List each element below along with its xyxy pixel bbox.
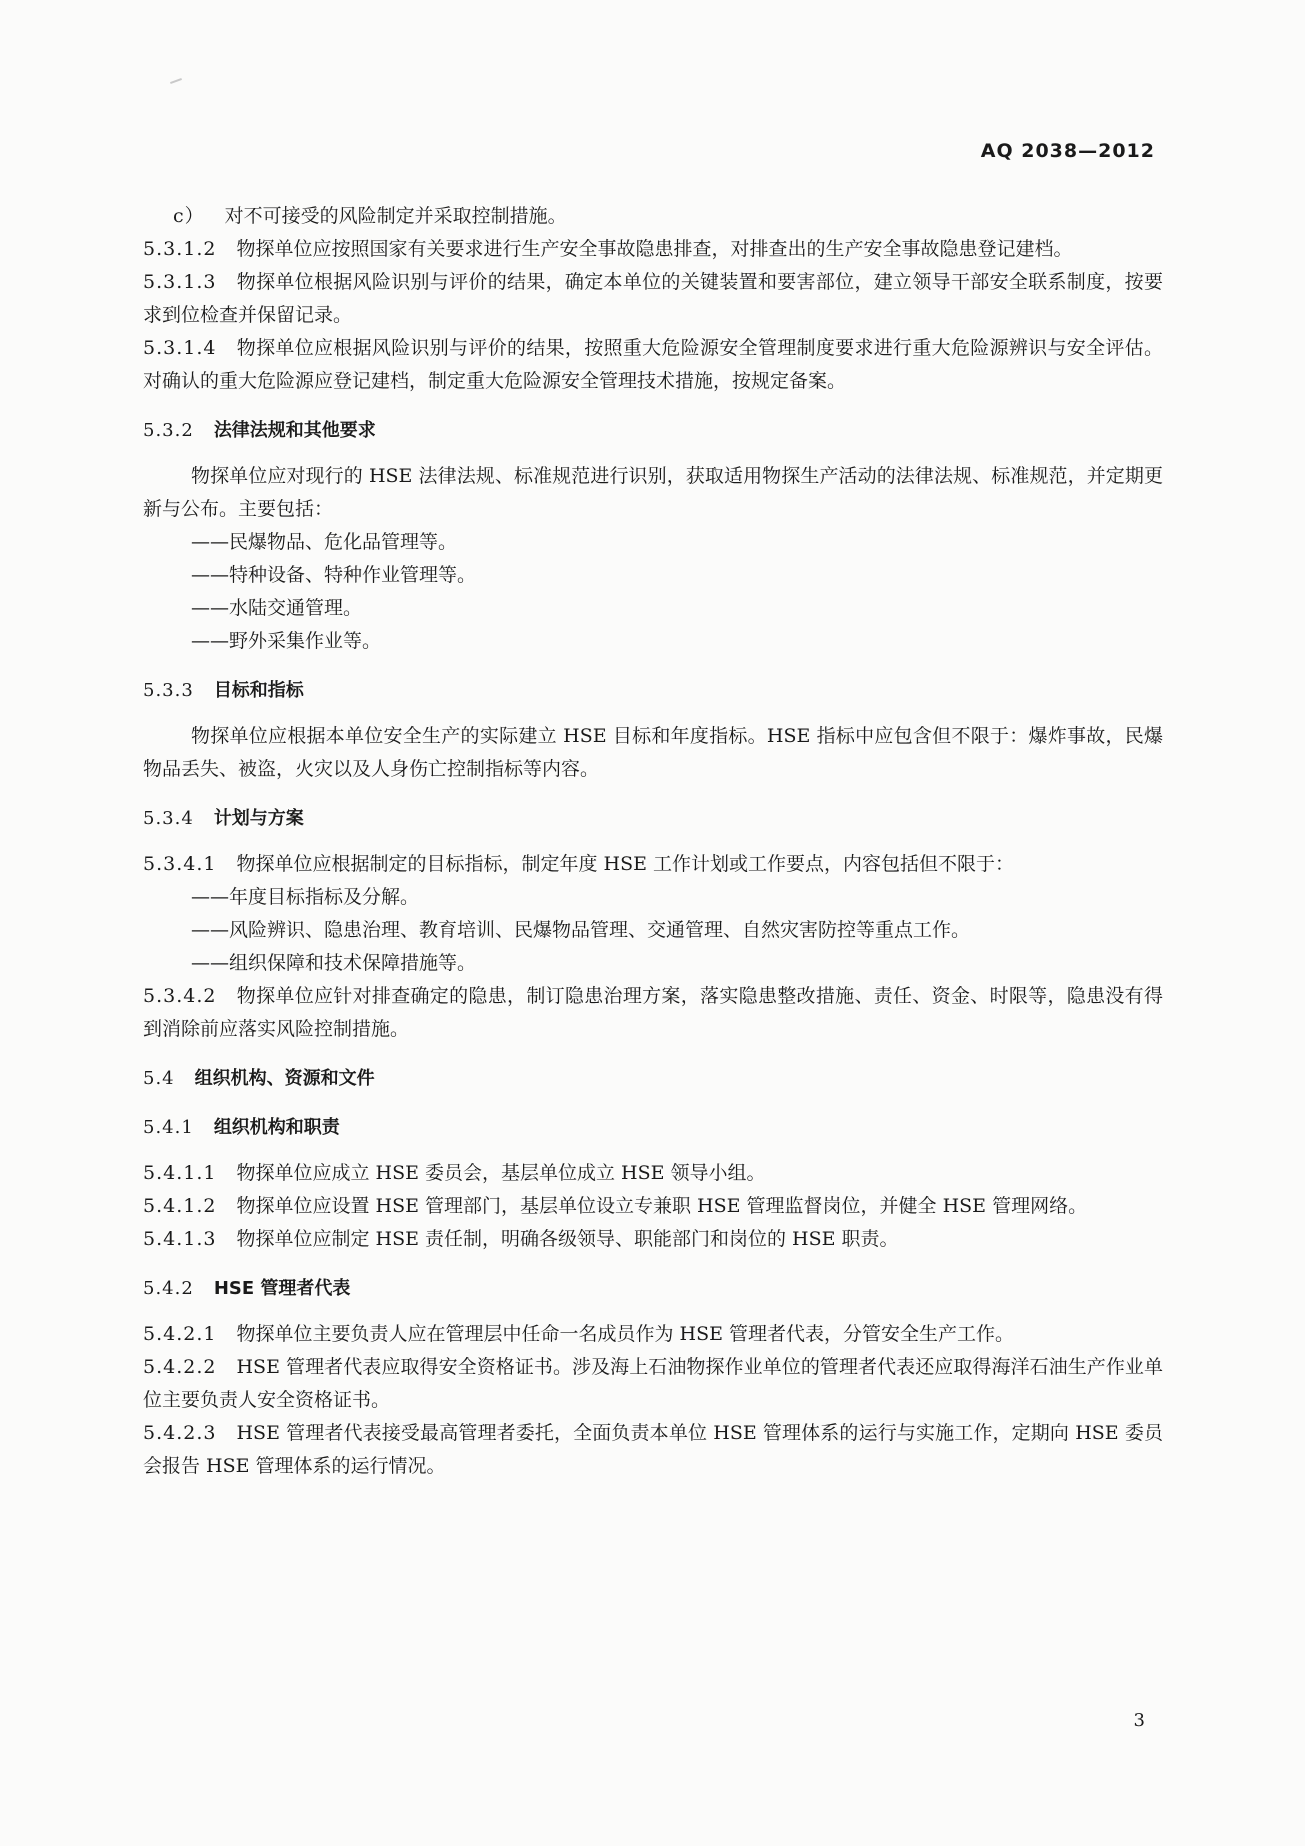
section-title: 组织机构和职责 (213, 1117, 340, 1138)
clause-number: 5.4.1.1 (143, 1162, 217, 1184)
clause-text: 物探单位应根据制定的目标指标，制定年度 HSE 工作计划或工作要点，内容包括但不限于： (236, 853, 1015, 875)
section-number: 5.4 (143, 1068, 175, 1089)
list-item (143, 200, 1163, 233)
clause-paragraph (143, 848, 1163, 881)
clause-paragraph (143, 1417, 1163, 1483)
section-number: 5.3.3 (143, 680, 194, 701)
section-heading (143, 674, 1163, 707)
clause-number: c） (173, 205, 205, 227)
section-number: 5.3.2 (143, 420, 194, 441)
section-number: 5.3.4 (143, 808, 194, 829)
clause-number: 5.4.2.1 (143, 1323, 217, 1345)
clause-text: HSE 管理者代表应取得安全资格证书。涉及海上石油物探作业单位的管理者代表还应取得海洋石油生产作业单位主要负责人安全资格证书。 (143, 1356, 1163, 1411)
clause-text: 物探单位主要负责人应在管理层中任命一名成员作为 HSE 管理者代表，分管安全生产工作。 (236, 1323, 1015, 1345)
clause-text: 物探单位应设置 HSE 管理部门，基层单位设立专兼职 HSE 管理监督岗位，并健全 HSE 管理网络。 (236, 1195, 1088, 1217)
dash-list-item: ——风险辨识、隐患治理、教育培训、民爆物品管理、交通管理、自然灾害防控等重点工作。 (191, 919, 971, 941)
section-heading (143, 1062, 1163, 1095)
dash-list-item: ——特种设备、特种作业管理等。 (191, 564, 477, 586)
section-heading (143, 414, 1163, 447)
clause-text: 物探单位应针对排查确定的隐患，制订隐患治理方案，落实隐患整改措施、责任、资金、时限等，隐患没有得到消除前应落实风险控制措施。 (143, 985, 1163, 1040)
body-paragraph: 物探单位应根据本单位安全生产的实际建立 HSE 目标和年度指标。HSE 指标中应包含但不限于：爆炸事故，民爆物品丢失、被盗，火灾以及人身伤亡控制指标等内容。 (143, 725, 1163, 780)
body-paragraph: 物探单位应对现行的 HSE 法律法规、标准规范进行识别，获取适用物探生产活动的法律法规、标准规范，并定期更新与公布。主要包括： (143, 465, 1163, 520)
clause-paragraph (143, 1190, 1163, 1223)
clause-paragraph (143, 1157, 1163, 1190)
section-title: 计划与方案 (213, 808, 304, 829)
page-number: 3 (1133, 1710, 1145, 1731)
clause-text: 物探单位应根据风险识别与评价的结果，按照重大危险源安全管理制度要求进行重大危险源辨识与安全评估。对确认的重大危险源应登记建档，制定重大危险源安全管理技术措施，按规定备案。 (143, 337, 1163, 392)
clause-paragraph (143, 1351, 1163, 1417)
section-number: 5.4.1 (143, 1117, 194, 1138)
clause-text: 物探单位根据风险识别与评价的结果，确定本单位的关键装置和要害部位，建立领导干部安全联系制度，按要求到位检查并保留记录。 (143, 271, 1163, 326)
clause-number: 5.4.1.3 (143, 1228, 217, 1250)
section-title: 组织机构、资源和文件 (194, 1068, 375, 1089)
clause-text: HSE 管理者代表接受最高管理者委托，全面负责本单位 HSE 管理体系的运行与实施工作，定期向 HSE 委员会报告 HSE 管理体系的运行情况。 (143, 1422, 1163, 1477)
clause-paragraph (143, 1318, 1163, 1351)
dash-list-item: ——水陆交通管理。 (191, 597, 363, 619)
clause-text: 物探单位应制定 HSE 责任制，明确各级领导、职能部门和岗位的 HSE 职责。 (236, 1228, 899, 1250)
clause-paragraph (143, 332, 1163, 398)
clause-number: 5.3.1.2 (143, 238, 217, 260)
section-number: 5.4.2 (143, 1278, 194, 1299)
dash-list-item: ——民爆物品、危化品管理等。 (191, 531, 458, 553)
document-body (143, 200, 1163, 1483)
clause-number: 5.4.2.3 (143, 1422, 217, 1444)
clause-number: 5.3.4.2 (143, 985, 217, 1007)
clause-paragraph (143, 1223, 1163, 1256)
standard-code: AQ 2038—2012 (980, 140, 1155, 162)
clause-paragraph (143, 266, 1163, 332)
section-title: 目标和指标 (213, 680, 304, 701)
clause-text: 物探单位应按照国家有关要求进行生产安全事故隐患排查，对排查出的生产安全事故隐患登记建档。 (236, 238, 1073, 260)
clause-paragraph (143, 980, 1163, 1046)
clause-number: 5.4.1.2 (143, 1195, 217, 1217)
clause-paragraph (143, 233, 1163, 266)
clause-text: 物探单位应成立 HSE 委员会，基层单位成立 HSE 领导小组。 (236, 1162, 766, 1184)
clause-number: 5.4.2.2 (143, 1356, 217, 1378)
section-title: 法律法规和其他要求 (213, 420, 376, 441)
dash-list-item: ——野外采集作业等。 (191, 630, 382, 652)
section-title: HSE 管理者代表 (213, 1278, 351, 1299)
clause-number: 5.3.1.4 (143, 337, 217, 359)
clause-text: 对不可接受的风险制定并采取控制措施。 (224, 205, 567, 227)
clause-number: 5.3.4.1 (143, 853, 217, 875)
dash-list-item: ——年度目标指标及分解。 (191, 886, 420, 908)
section-heading (143, 1111, 1163, 1144)
scan-speck (170, 78, 182, 84)
section-heading (143, 1272, 1163, 1305)
clause-number: 5.3.1.3 (143, 271, 217, 293)
section-heading (143, 802, 1163, 835)
dash-list-item: ——组织保障和技术保障措施等。 (191, 952, 477, 974)
